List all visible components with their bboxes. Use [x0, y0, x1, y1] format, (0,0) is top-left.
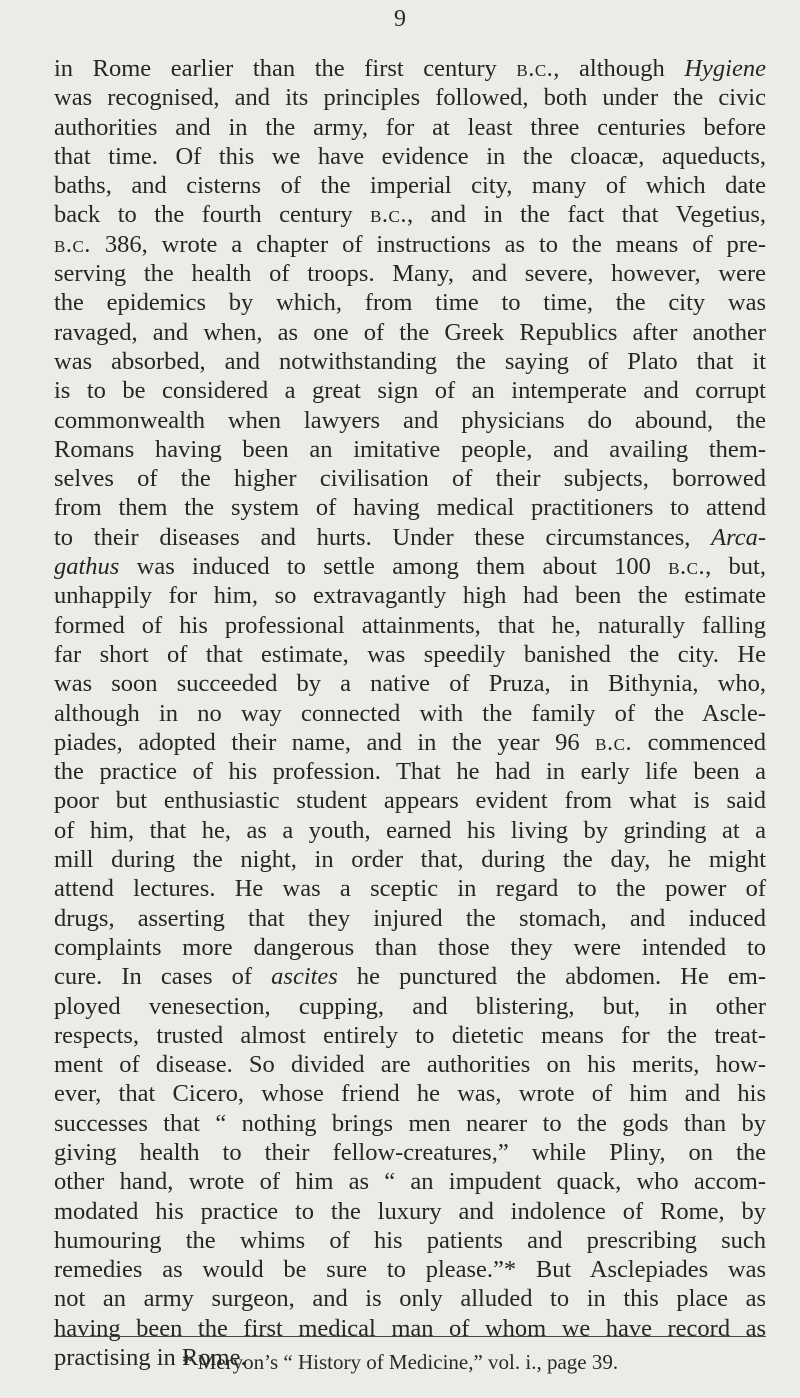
small-caps-text: b.c. [516, 55, 554, 82]
text-line [54, 757, 766, 786]
text-segment: attend lectures. He was a sceptic in regard to the power of [54, 875, 766, 903]
text-line [54, 552, 766, 581]
text-line [54, 230, 766, 259]
text-line [54, 728, 766, 757]
text-segment: cure. In cases of [54, 963, 272, 991]
text-line [54, 933, 766, 962]
text-segment: selves of the higher civilisation of their subjects, borrowed [54, 465, 766, 493]
text-line [54, 669, 766, 698]
text-segment: 386, wrote a chapter of instructions as to the means of pre- [90, 230, 766, 258]
text-line [54, 786, 766, 815]
text-segment: far short of that estimate, was speedily banished the city. He [54, 640, 766, 668]
text-segment: from them the system of having medical practitioners to attend [54, 494, 766, 522]
text-line [54, 493, 766, 522]
text-line [54, 1021, 766, 1050]
text-line [54, 142, 766, 171]
text-line [54, 1079, 766, 1108]
text-segment: was soon succeeded by a native of Pruza, in Bithynia, who, [54, 670, 766, 698]
text-line [54, 288, 766, 317]
text-segment: the epidemics by which, from time to time, the city was [54, 289, 766, 317]
text-segment: practising in Rome. [54, 1344, 247, 1372]
text-segment: successes that “ nothing brings men nearer to the gods than by [54, 1109, 766, 1137]
text-segment: of him, that he, as a youth, earned his living by grinding at a [54, 816, 766, 844]
text-segment: serving the health of troops. Many, and severe, however, were [54, 260, 766, 288]
text-line [54, 1050, 766, 1079]
text-segment: piades, adopted their name, and in the year 96 [54, 728, 596, 756]
text-segment: poor but enthusiastic student appears evident from what is said [54, 787, 766, 815]
text-line [54, 318, 766, 347]
text-line [54, 347, 766, 376]
text-segment: is to be considered a great sign of an intemperate and corrupt [54, 377, 766, 405]
text-segment: ever, that Cicero, whose friend he was, wrote of him and his [54, 1080, 766, 1108]
text-segment: in Rome earlier than the first century [54, 55, 517, 82]
text-segment: having been the first medical man of whom we have record as [54, 1314, 766, 1342]
text-line [54, 200, 766, 229]
small-caps-text: b.c. [54, 230, 91, 258]
text-segment: the practice of his profession. That he had in early life been a [54, 758, 766, 786]
text-line [54, 259, 766, 288]
text-line [54, 962, 766, 991]
italic-text: gathus [54, 553, 120, 581]
text-line [54, 406, 766, 435]
text-segment: unhappily for him, so extravagantly high had been the estimate [54, 582, 766, 610]
text-segment: modated his practice to the luxury and indolence of Rome, by [54, 1197, 766, 1225]
italic-text: ascites [271, 963, 338, 991]
text-line [54, 581, 766, 610]
text-line [54, 1197, 766, 1226]
text-segment: formed of his professional attainments, that he, naturally falling [54, 611, 766, 639]
text-line [54, 464, 766, 493]
body-paragraph [54, 54, 766, 1372]
text-segment: ravaged, and when, as one of the Greek Republics after another [54, 318, 766, 346]
text-segment: was absorbed, and notwithstanding the saying of Plato that it [54, 347, 766, 375]
text-segment: commonwealth when lawyers and physicians do abound, the [54, 406, 766, 434]
text-line [54, 113, 766, 142]
text-segment: other hand, wrote of him as “ an impudent quack, who accom- [54, 1168, 766, 1196]
text-line [54, 435, 766, 464]
text-line [54, 874, 766, 903]
text-segment: although in no way connected with the family of the Ascle- [54, 699, 766, 727]
text-segment: not an army surgeon, and is only alluded to in this place as [54, 1285, 766, 1313]
text-segment: was recognised, and its principles followed, both under the civic [54, 84, 766, 112]
text-segment: , and in the fact that Vegetius, [407, 201, 767, 229]
text-segment: giving health to their fellow-creatures,” while Pliny, on the [54, 1138, 766, 1166]
text-line [54, 699, 766, 728]
small-caps-text: b.c. [595, 728, 633, 756]
text-line [54, 1167, 766, 1196]
text-line [54, 54, 766, 83]
text-segment: ment of disease. So divided are authorities on his merits, how- [54, 1051, 766, 1079]
text-line [54, 611, 766, 640]
text-segment: respects, trusted almost entirely to dietetic means for the treat- [54, 1021, 766, 1049]
text-line [54, 1138, 766, 1167]
text-segment: humouring the whims of his patients and prescribing such [54, 1226, 766, 1254]
text-segment: commenced [632, 728, 766, 756]
text-segment: was induced to settle among them about 100 [119, 553, 669, 581]
text-segment: , although [553, 55, 685, 82]
text-line [54, 904, 766, 933]
text-segment: drugs, asserting that they injured the stomach, and induced [54, 904, 766, 932]
text-segment: baths, and cisterns of the imperial city, many of which date [54, 172, 766, 200]
text-line [54, 1314, 766, 1343]
text-segment: remedies as would be sure to please.”* But Asclepiades was [54, 1256, 766, 1284]
page-number: 9 [394, 6, 406, 32]
text-line [54, 816, 766, 845]
text-segment: back to the fourth century [54, 201, 371, 229]
text-line [54, 640, 766, 669]
text-segment: ployed venesection, cupping, and blistering, but, in other [54, 992, 766, 1020]
text-line [54, 1255, 766, 1284]
text-segment: complaints more dangerous than those they were intended to [54, 933, 766, 961]
italic-text: Hygiene [684, 55, 766, 82]
text-line [54, 171, 766, 200]
text-segment: he punctured the abdomen. He em- [337, 963, 766, 991]
text-line [54, 845, 766, 874]
text-segment: mill during the night, in order that, during the day, he might [54, 846, 766, 874]
text-line [54, 1226, 766, 1255]
text-segment: Romans having been an imitative people, and availing them- [54, 435, 766, 463]
text-line [54, 1109, 766, 1138]
text-line [54, 523, 766, 552]
text-segment: that time. Of this we have evidence in the cloacæ, aqueducts, [54, 142, 766, 170]
text-segment: , but, [705, 553, 766, 581]
italic-text: Arca- [711, 523, 766, 551]
footnote: * Meryon’s “ History of Medicine,” vol. i., page 39. [181, 1350, 619, 1374]
text-segment: authorities and in the army, for at least three centuries before [54, 113, 766, 141]
text-line [54, 83, 766, 112]
small-caps-text: b.c. [668, 553, 706, 581]
small-caps-text: b.c. [370, 201, 408, 229]
text-line [54, 376, 766, 405]
text-line [54, 1284, 766, 1313]
footnote-divider [54, 1336, 766, 1337]
text-segment: to their diseases and hurts. Under these circumstances, [54, 523, 712, 551]
text-line [54, 992, 766, 1021]
